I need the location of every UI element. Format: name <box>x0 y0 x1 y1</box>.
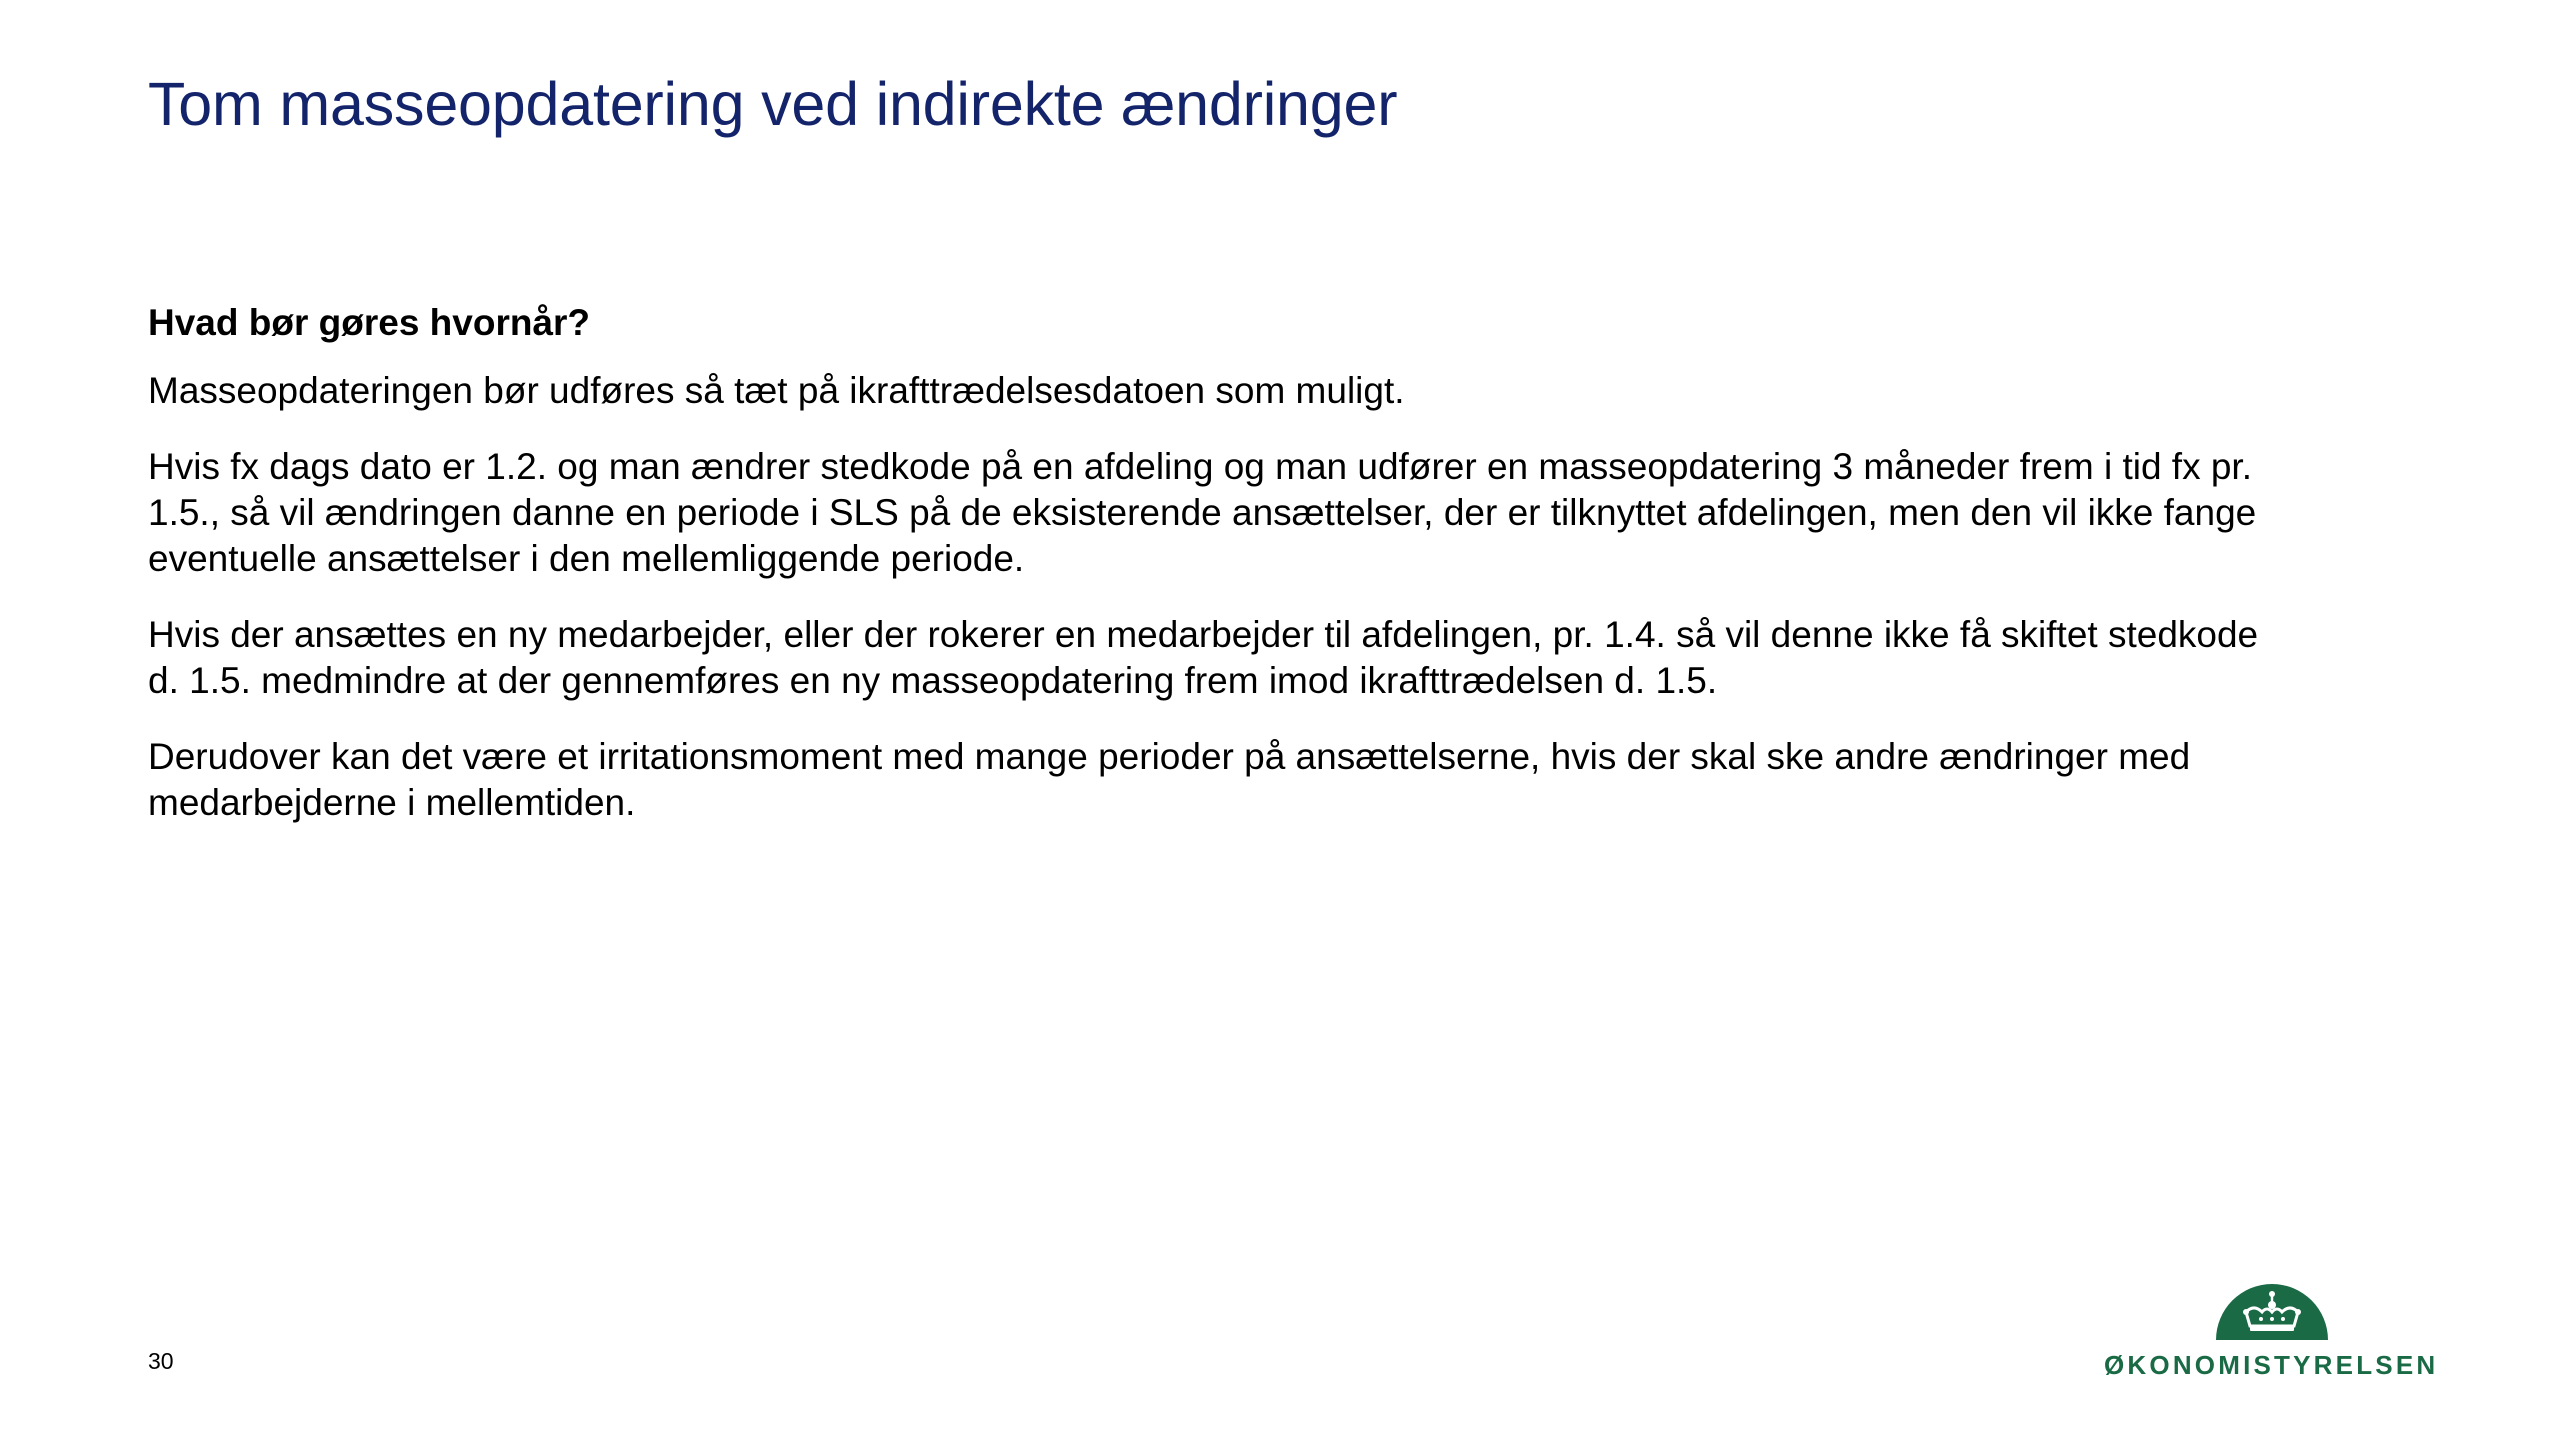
section-heading: Hvad bør gøres hvornår? <box>148 302 591 343</box>
paragraph-4: Derudover kan det være et irritationsmoment med mange perioder på ansættelserne, hvis der skal ske andre ændringer med medarbejderne i mellemtiden. <box>148 736 2191 824</box>
paragraph-1: Masseopdateringen bør udføres så tæt på ikrafttrædelsesdatoen som muligt. <box>148 370 1405 412</box>
slide-title: Tom masseopdatering ved indirekte ændringer <box>148 70 1398 138</box>
logo-wordmark: ØKONOMISTYRELSEN <box>2104 1350 2439 1380</box>
slide-body <box>148 300 2268 856</box>
okonomistyrelsen-logo <box>2100 1282 2440 1382</box>
page-number: 30 <box>148 1348 174 1374</box>
paragraph-2: Hvis fx dags dato er 1.2. og man ændrer stedkode på en afdeling og man udfører en masseopdatering 3 måneder frem i tid fx pr. 1.5., så vil ændringen danne en periode i SLS på de eksisterende ansættelser, der er tilknyttet afdelingen, men den vil ikke fange eventuelle ansættelser i den mellemliggende periode. <box>148 446 2257 580</box>
crown-emblem-icon <box>2216 1282 2328 1340</box>
paragraph-3: Hvis der ansættes en ny medarbejder, eller der rokerer en medarbejder til afdelingen, pr. 1.4. så vil denne ikke få skiftet stedkode d. 1.5. medmindre at der gennemføres en ny masseopdatering frem imod ikrafttrædelsen d. 1.5. <box>148 614 2259 702</box>
